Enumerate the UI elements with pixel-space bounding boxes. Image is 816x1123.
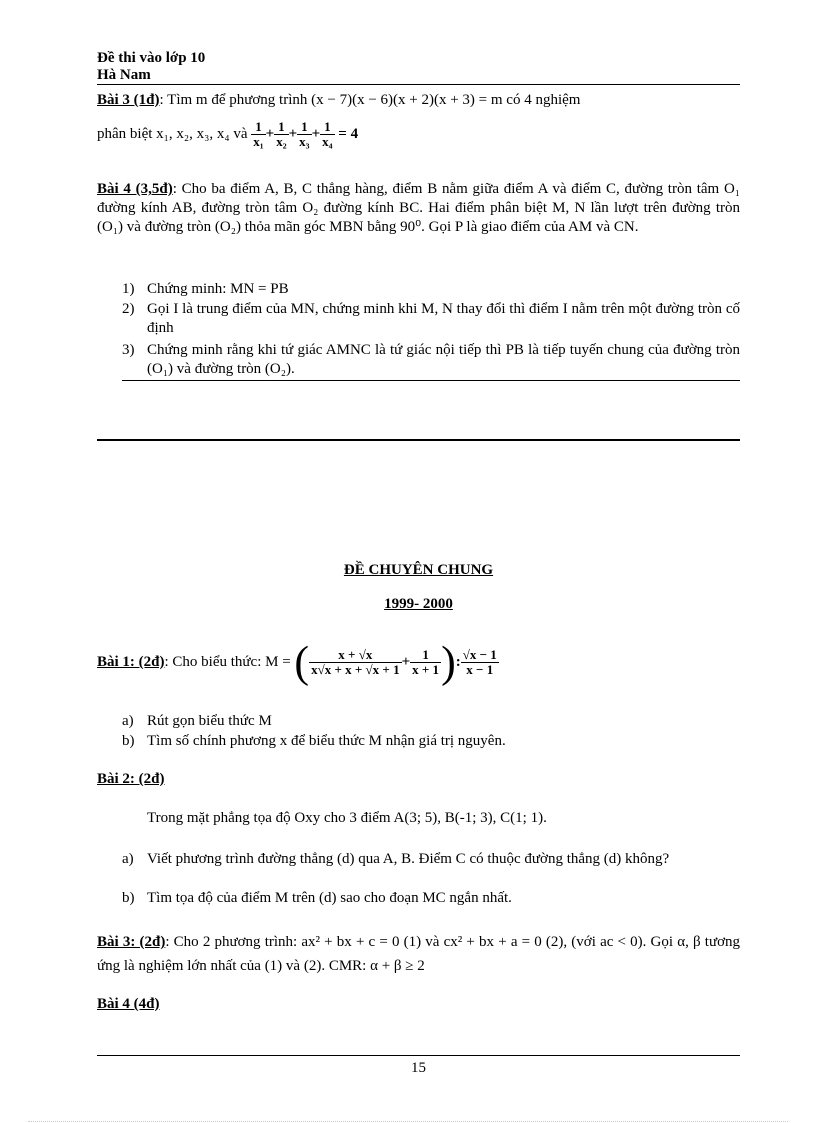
s2-bai1-item-a: a) Rút gọn biểu thức M bbox=[122, 713, 272, 729]
s2-bai1-label: Bài 1: (2đ) bbox=[97, 654, 165, 670]
s2-bai4-label: Bài 4 (4đ) bbox=[97, 996, 160, 1012]
s1-item-rule bbox=[122, 380, 740, 381]
page-edge bbox=[28, 1121, 788, 1122]
s1-bai4-text: : Cho ba điểm A, B, C thẳng hàng, điểm B nằm giữa điểm A và điểm C, đường tròn tâm O₁ đường kính AB, đường tròn tâm O₂ đường kính BC. Hai điểm phân biệt M, N lần lượt trên đường tròn (O₁) và đường tròn (O₂) thỏa mãn góc MBN bằng 90⁰. Gọi P là giao điểm của AM và CN. bbox=[97, 181, 741, 235]
eq-rhs: = 4 bbox=[338, 126, 359, 142]
frac-1-x3: $\frac{1}{\text{x₃}}$ bbox=[299, 119, 310, 150]
section-divider bbox=[97, 439, 740, 441]
s1-bai3-label: Bài 3 (1đ) bbox=[97, 92, 160, 108]
header-line-1: Đề thi vào lớp 10 bbox=[97, 50, 206, 66]
s2-bai2-label: Bài 2: (2đ) bbox=[97, 771, 165, 787]
footer-rule bbox=[97, 1055, 740, 1056]
s1-item-2: 2) Gọi I là trung điểm của MN, chứng minh khi M, N thay đổi thì điểm I nằm trên một đường tròn cố định bbox=[122, 301, 740, 336]
frac-c: $\frac{√x - 1}{x - 1}$ bbox=[462, 647, 497, 678]
frac-1-x4: $\frac{1}{\text{x₄}}$ bbox=[322, 119, 333, 150]
s1-bai4-label: Bài 4 (3,5đ) bbox=[97, 181, 173, 197]
header-line-2: Hà Nam bbox=[97, 67, 151, 83]
s2-bai2-text: Trong mặt phẳng tọa độ Oxy cho 3 điểm A(3; 5), B(-1; 3), C(1; 1). bbox=[147, 810, 547, 826]
s2-bai3-label: Bài 3: (2đ) bbox=[97, 934, 166, 950]
s2-title: ĐỀ CHUYÊN CHUNG bbox=[343, 562, 494, 578]
page-number: 15 bbox=[411, 1060, 426, 1076]
left-paren: ( bbox=[294, 637, 310, 687]
s2-year: 1999- 2000 bbox=[384, 596, 453, 612]
right-paren: ) bbox=[441, 637, 456, 687]
s2-bai3 bbox=[97, 930, 740, 978]
frac-1-x2: $\frac{1}{\text{x₂}}$ bbox=[276, 119, 287, 150]
s1-item-3: 3) Chứng minh rằng khi tứ giác AMNC là tứ giác nội tiếp thì PB là tiếp tuyến chung của đường tròn (O₁) và đường tròn (O₂). bbox=[122, 342, 740, 377]
s1-bai3-line2: phân biệt x₁, x₂, x₃, x₄ và $\frac{1}{\text{x₁}}$ + $\frac{1}{\text{x₂}}$ + $\frac{1}{\text{x₃}}$ + $\frac{1}{\text{x₄}}$ = 4 bbox=[97, 119, 359, 150]
s2-bai1-item-b: b) Tìm số chính phương x để biểu thức M nhận giá trị nguyên. bbox=[122, 733, 506, 749]
s1-bai3-line1 bbox=[97, 91, 740, 110]
s2-bai1: Bài 1: (2đ): Cho biểu thức: M = ( $\frac{x + √x}{x√x + x + √x + 1}$ + $\frac{1}{x + 1}$ ): $\frac{√x - 1}{x - 1}$ bbox=[97, 637, 497, 687]
header-rule bbox=[97, 84, 740, 85]
frac-a: $\frac{x + √x}{x√x + x + √x + 1}$ bbox=[311, 647, 400, 678]
s2-bai2-item-a: a) Viết phương trình đường thẳng (d) qua A, B. Điểm C có thuộc đường thẳng (d) không? bbox=[122, 851, 670, 867]
s1-bai3-text1: : Tìm m để phương trình (x − 7)(x − 6)(x + 2)(x + 3) = m có 4 nghiệm bbox=[159, 92, 581, 108]
s1-bai4 bbox=[97, 180, 740, 237]
s2-bai2-item-b: b) Tìm tọa độ của điểm M trên (d) sao cho đoạn MC ngắn nhất. bbox=[122, 890, 512, 906]
frac-b: $\frac{1}{x + 1}$ bbox=[412, 647, 440, 678]
s1-bai3-text2: phân biệt x₁, x₂, x₃, x₄ và bbox=[97, 126, 248, 142]
frac-1-x1: $\frac{1}{\text{x₁}}$ bbox=[253, 119, 264, 150]
s1-item-1: 1) Chứng minh: MN = PB bbox=[122, 281, 289, 297]
s2-bai1-text: : Cho biểu thức: M = bbox=[164, 654, 291, 670]
s2-bai3-text: : Cho 2 phương trình: ax² + bx + c = 0 (1) và cx² + bx + a = 0 (2), (với ac < 0). Gọi α, β tương ứng là nghiệm lớn nhất của (1) và (2). CMR: α + β ≥ 2 bbox=[97, 934, 741, 974]
